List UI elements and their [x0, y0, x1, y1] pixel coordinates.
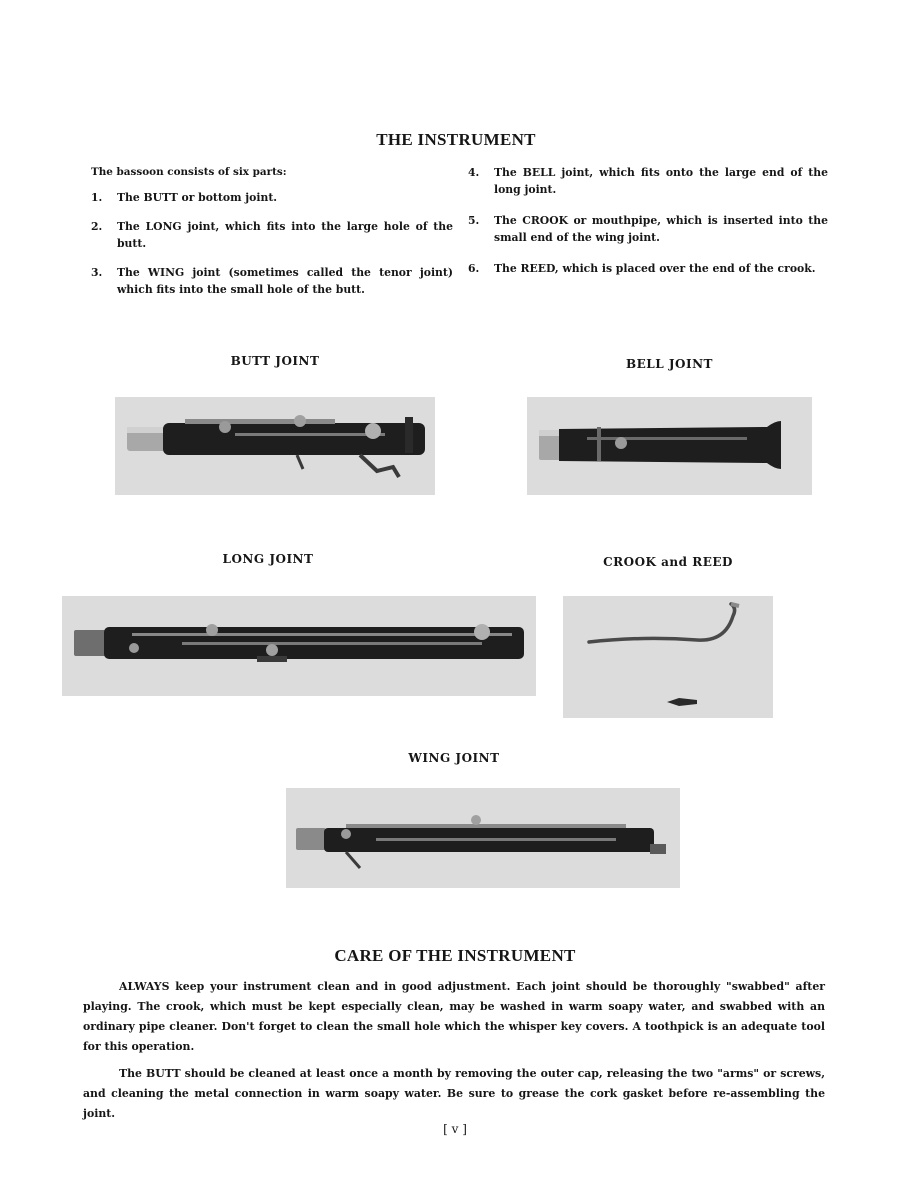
list-item: 2. The LONG joint, which fits into the large hole of the butt.: [91, 220, 453, 250]
list-item: 1. The BUTT or bottom joint.: [91, 191, 278, 204]
long-joint-caption: LONG JOINT: [222, 552, 314, 566]
care-title: CARE OF THE INSTRUMENT: [334, 946, 576, 965]
butt-joint-caption: BUTT JOINT: [230, 354, 320, 368]
list-item: 5. The CROOK or mouthpipe, which is inserted into the small end of the wing joint.: [468, 214, 828, 244]
intro-text: The bassoon consists of six parts:: [91, 166, 287, 178]
list-item: 6. The REED, which is placed over the end of the crook.: [468, 262, 816, 275]
page-number: [ v ]: [443, 1122, 467, 1136]
crook-reed-caption: CROOK and REED: [603, 555, 733, 569]
section-title: THE INSTRUMENT: [376, 130, 536, 149]
long-joint-image: [62, 596, 536, 696]
bell-joint-image: [527, 397, 812, 495]
care-paragraph-1: ALWAYS keep your instrument clean and in good adjustment. Each joint should be thoroughly "swabbed" after playing. The crook, which must be kept especially clean, may be washed in warm soapy water, and swabbed with an ordinary pipe cleaner. Don't forget to clean the small hole which the whisper key covers. A toothpick is an adequate tool for this operation.: [83, 980, 825, 1053]
wing-joint-image: [286, 788, 680, 888]
parts-list-left: [91, 164, 453, 298]
butt-joint-image: [115, 397, 435, 495]
care-paragraph-2: The BUTT should be cleaned at least once a month by removing the outer cap, releasing the two "arms" or screws, and cleaning the metal connection in warm soapy water. Be sure to grease the cork gasket before re-assembling the joint.: [83, 1067, 825, 1120]
bell-joint-photo: [527, 397, 812, 495]
bell-joint-caption: BELL JOINT: [626, 357, 713, 371]
crook-reed-photo: [563, 596, 773, 718]
crook-reed-image: [563, 596, 773, 718]
long-joint-photo: [62, 596, 536, 696]
wing-joint-photo: [286, 788, 680, 888]
wing-joint-caption: WING JOINT: [408, 751, 500, 765]
list-item: 3. The WING joint (sometimes called the tenor joint) which fits into the small hole of the butt.: [91, 266, 453, 296]
parts-list-right: [468, 164, 828, 277]
butt-joint-photo: [115, 397, 435, 495]
list-item: 4. The BELL joint, which fits onto the large end of the long joint.: [468, 166, 828, 196]
